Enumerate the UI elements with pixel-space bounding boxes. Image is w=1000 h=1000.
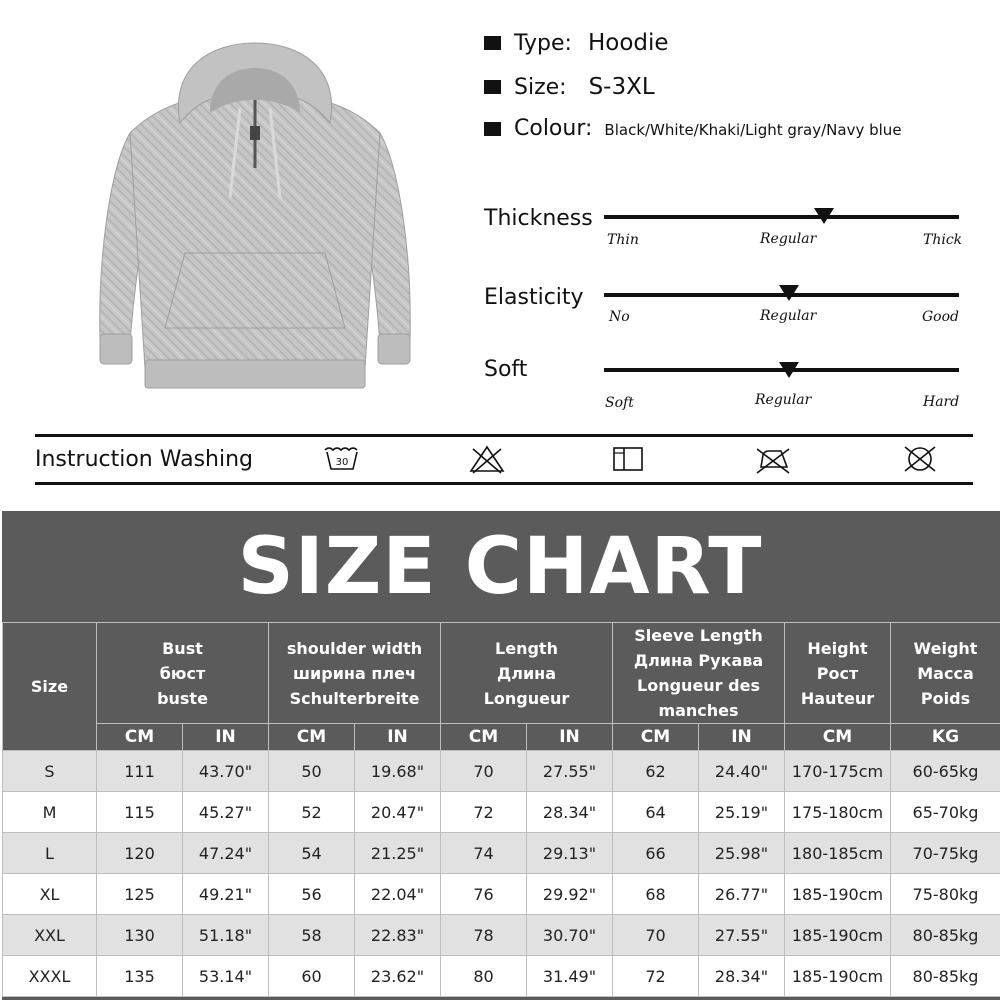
table-cell: 50 xyxy=(269,751,355,792)
spec-colour-key: Colour: xyxy=(514,116,593,141)
scale-soft-marker xyxy=(779,362,799,378)
table-cell: 28.34" xyxy=(527,792,613,833)
table-cell: 115 xyxy=(97,792,183,833)
header-line: Schulterbreite xyxy=(289,688,420,708)
header-line: Height xyxy=(807,638,868,658)
table-cell: 70-75kg xyxy=(891,833,1000,874)
header-line: buste xyxy=(157,688,208,708)
header-line: manches xyxy=(658,701,739,720)
do-not-dryclean-icon xyxy=(900,443,940,475)
scale-soft-low: Soft xyxy=(605,395,634,411)
table-cell: 26.77" xyxy=(699,874,785,915)
header-line: Рост xyxy=(816,663,859,683)
size-chart-header-row xyxy=(3,623,1000,724)
table-cell: 125 xyxy=(97,874,183,915)
size-chart-title: SIZE CHART xyxy=(237,522,763,612)
header-line: Sleeve Length xyxy=(634,626,763,645)
hoodie-product-image xyxy=(90,38,420,400)
table-cell: 72 xyxy=(613,956,699,997)
do-not-iron-icon xyxy=(753,443,793,475)
table-cell: 185-190cm xyxy=(785,915,891,956)
size-chart-header-5 xyxy=(785,623,891,724)
size-cell: M xyxy=(3,792,97,833)
unit-label: CM xyxy=(269,724,355,751)
table-cell: 21.25" xyxy=(355,833,441,874)
header-line: Length xyxy=(495,638,558,658)
scale-thickness-mid: Regular xyxy=(760,231,817,247)
header-line: Bust xyxy=(162,638,203,658)
scale-elasticity-high: Good xyxy=(922,309,960,325)
dry-flat-icon xyxy=(608,443,648,475)
washing-top-rule xyxy=(35,434,973,437)
scale-elasticity-low: No xyxy=(609,309,630,325)
unit-label: KG xyxy=(891,724,1000,751)
header-line: Длина Рукава xyxy=(633,651,764,670)
spec-size-value: S-3XL xyxy=(588,74,655,100)
table-row xyxy=(3,956,1000,997)
scale-soft-high: Hard xyxy=(923,394,960,410)
spec-colour-value: Black/White/Khaki/Light gray/Navy blue xyxy=(604,121,902,139)
table-cell: 22.83" xyxy=(355,915,441,956)
table-cell: 60-65kg xyxy=(891,751,1000,792)
scale-elasticity-mid: Regular xyxy=(760,308,817,324)
spec-size xyxy=(484,74,655,100)
table-cell: 80 xyxy=(441,956,527,997)
table-cell: 29.92" xyxy=(527,874,613,915)
table-cell: 43.70" xyxy=(183,751,269,792)
table-cell: 76 xyxy=(441,874,527,915)
table-cell: 111 xyxy=(97,751,183,792)
table-cell: 80-85kg xyxy=(891,956,1000,997)
table-row xyxy=(3,915,1000,956)
table-cell: 75-80kg xyxy=(891,874,1000,915)
table-cell: 185-190cm xyxy=(785,874,891,915)
table-cell: 53.14" xyxy=(183,956,269,997)
size-chart-header-1 xyxy=(97,623,269,724)
header-line: Масса xyxy=(917,663,974,683)
scale-soft-name: Soft xyxy=(484,357,528,382)
table-cell: 170-175cm xyxy=(785,751,891,792)
table-cell: 52 xyxy=(269,792,355,833)
scale-thickness-marker xyxy=(814,208,834,224)
scale-thickness-line xyxy=(604,215,959,219)
table-cell: 80-85kg xyxy=(891,915,1000,956)
table-cell: 185-190cm xyxy=(785,956,891,997)
table-cell: 66 xyxy=(613,833,699,874)
header-line: Hauteur xyxy=(800,688,875,708)
table-cell: 64 xyxy=(613,792,699,833)
table-cell: 78 xyxy=(441,915,527,956)
scale-elasticity-marker xyxy=(779,285,799,301)
size-cell: XL xyxy=(3,874,97,915)
table-cell: 28.34" xyxy=(699,956,785,997)
header-line: Weight xyxy=(913,638,978,658)
size-cell: S xyxy=(3,751,97,792)
header-line: Длина xyxy=(496,663,557,683)
table-cell: 45.27" xyxy=(183,792,269,833)
table-cell: 22.04" xyxy=(355,874,441,915)
wash-temp-label: 30 xyxy=(335,457,349,468)
spec-type xyxy=(484,30,669,56)
scale-thickness-high: Thick xyxy=(923,232,963,248)
table-row xyxy=(3,792,1000,833)
scale-elasticity-name: Elasticity xyxy=(484,285,584,310)
table-cell: 30.70" xyxy=(527,915,613,956)
table-cell: 29.13" xyxy=(527,833,613,874)
table-cell: 70 xyxy=(613,915,699,956)
table-cell: 47.24" xyxy=(183,833,269,874)
size-chart-table xyxy=(2,622,1000,997)
size-chart-header-3 xyxy=(441,623,613,724)
spec-colour xyxy=(484,116,902,141)
table-cell: 135 xyxy=(97,956,183,997)
table-cell: 24.40" xyxy=(699,751,785,792)
table-cell: 49.21" xyxy=(183,874,269,915)
table-cell: 175-180cm xyxy=(785,792,891,833)
table-cell: 65-70kg xyxy=(891,792,1000,833)
table-cell: 25.98" xyxy=(699,833,785,874)
unit-label: IN xyxy=(699,724,785,751)
header-line: shoulder width xyxy=(286,638,423,658)
bullet-square xyxy=(484,80,501,94)
scale-thickness-low: Thin xyxy=(607,232,639,248)
table-cell: 180-185cm xyxy=(785,833,891,874)
header-line: Longueur xyxy=(483,688,570,708)
table-row xyxy=(3,874,1000,915)
size-cell: XXXL xyxy=(3,956,97,997)
table-cell: 54 xyxy=(269,833,355,874)
spec-type-key: Type: xyxy=(514,31,572,56)
table-cell: 23.62" xyxy=(355,956,441,997)
table-row xyxy=(3,751,1000,792)
table-cell: 72 xyxy=(441,792,527,833)
unit-label: CM xyxy=(97,724,183,751)
unit-label: CM xyxy=(785,724,891,751)
table-cell: 70 xyxy=(441,751,527,792)
table-cell: 68 xyxy=(613,874,699,915)
do-not-bleach-icon xyxy=(467,443,507,475)
table-cell: 20.47" xyxy=(355,792,441,833)
washing-bottom-rule xyxy=(35,482,973,485)
scale-soft-mid: Regular xyxy=(755,392,812,408)
table-cell: 74 xyxy=(441,833,527,874)
spec-type-value: Hoodie xyxy=(587,30,669,56)
table-cell: 51.18" xyxy=(183,915,269,956)
table-cell: 130 xyxy=(97,915,183,956)
size-cell: L xyxy=(3,833,97,874)
table-cell: 25.19" xyxy=(699,792,785,833)
unit-label: CM xyxy=(613,724,699,751)
spec-size-key: Size: xyxy=(514,75,567,100)
header-line: ширина плеч xyxy=(293,663,416,683)
size-chart-header-6 xyxy=(891,623,1000,724)
header-line: бюст xyxy=(159,663,206,683)
unit-label: IN xyxy=(355,724,441,751)
table-cell: 60 xyxy=(269,956,355,997)
size-cell: XXL xyxy=(3,915,97,956)
table-cell: 31.49" xyxy=(527,956,613,997)
unit-label: IN xyxy=(183,724,269,751)
size-chart-units-row xyxy=(3,724,1000,751)
unit-label: IN xyxy=(527,724,613,751)
table-cell: 120 xyxy=(97,833,183,874)
bullet-square xyxy=(484,122,501,136)
table-cell: 27.55" xyxy=(699,915,785,956)
bullet-square xyxy=(484,36,501,50)
washing-title: Instruction Washing xyxy=(35,447,253,472)
unit-label: CM xyxy=(441,724,527,751)
wash-30-icon xyxy=(322,443,362,475)
table-cell: 62 xyxy=(613,751,699,792)
table-cell: 19.68" xyxy=(355,751,441,792)
size-chart-header-0 xyxy=(3,623,97,751)
size-chart-header-2 xyxy=(269,623,441,724)
table-row xyxy=(3,833,1000,874)
header-line: Poids xyxy=(920,688,971,708)
header-line: Longueur des xyxy=(637,676,760,695)
table-cell: 58 xyxy=(269,915,355,956)
table-cell: 56 xyxy=(269,874,355,915)
size-chart-header-4 xyxy=(613,623,785,724)
scale-thickness-name: Thickness xyxy=(484,206,593,231)
header-line: Size xyxy=(30,677,69,696)
table-cell: 27.55" xyxy=(527,751,613,792)
